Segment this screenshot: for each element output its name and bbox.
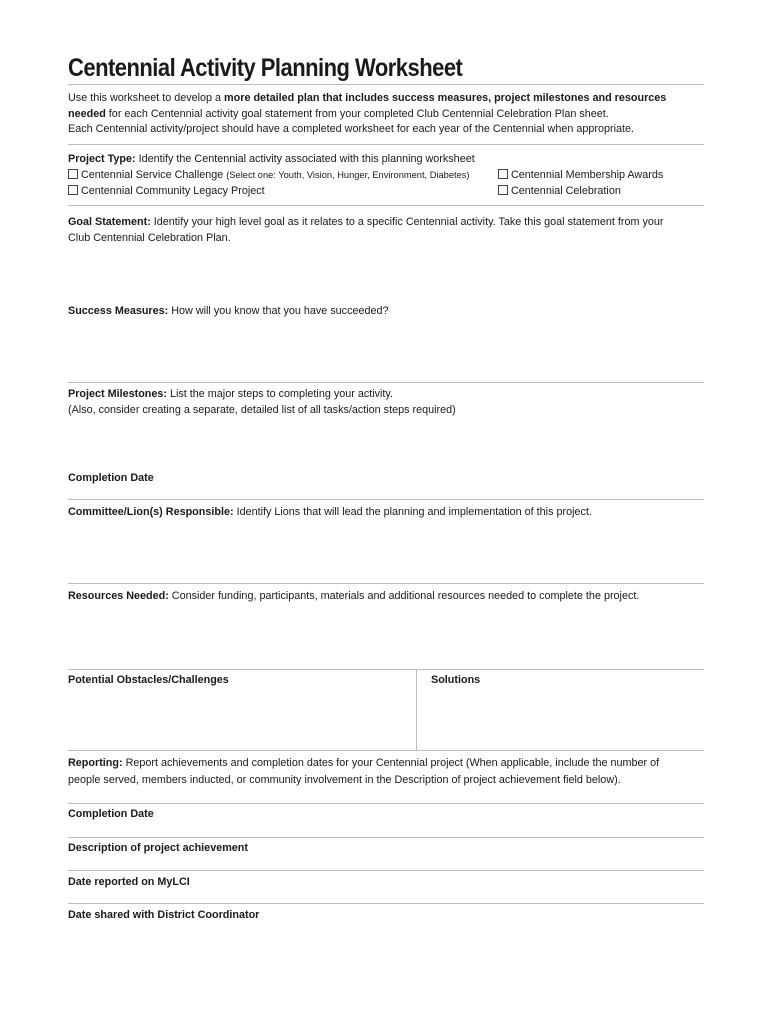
milestones-line-1 xyxy=(68,387,393,403)
goal-text: Identify your high level goal as it relates to a specific Centennial activity. Take this goal statement from your xyxy=(150,216,664,228)
option-service-challenge xyxy=(68,168,470,184)
goal-line-2: Club Centennial Celebration Plan. xyxy=(68,232,231,244)
completion-date-label: Completion Date xyxy=(68,472,154,484)
reporting-line-1 xyxy=(68,756,659,772)
divider xyxy=(68,583,704,584)
date-mylci-label: Date reported on MyLCI xyxy=(68,876,190,888)
intro-text: for each Centennial activity goal statement from your completed Club Centennial Celebration Plan sheet. xyxy=(105,108,609,120)
completion-date-label: Completion Date xyxy=(68,808,154,820)
intro-line-3: Each Centennial activity/project should have a completed worksheet for each year of the Centennial when appropriate. xyxy=(68,123,634,135)
intro-bold-text: more detailed plan that includes success measures, project milestones and resources xyxy=(224,92,667,104)
milestones-text: List the major steps to completing your activity. xyxy=(167,388,394,400)
checkbox-legacy-project[interactable] xyxy=(68,185,78,195)
option-membership-awards xyxy=(498,168,663,184)
option-label: Centennial Celebration xyxy=(511,185,621,197)
option-legacy-project xyxy=(68,184,265,200)
option-celebration xyxy=(498,184,621,200)
divider xyxy=(68,837,704,838)
date-district-label: Date shared with District Coordinator xyxy=(68,909,260,921)
milestones-line-2: (Also, consider creating a separate, detailed list of all tasks/action steps required) xyxy=(68,404,456,416)
reporting-text: Report achievements and completion dates for your Centennial project (When applicable, include the number of xyxy=(122,757,660,769)
intro-text: Use this worksheet to develop a xyxy=(68,92,225,104)
success-measures xyxy=(68,304,389,320)
option-note: (Select one: Youth, Vision, Hunger, Environment, Diabetes) xyxy=(226,170,470,180)
milestones-label: Project Milestones: xyxy=(68,388,167,400)
divider xyxy=(68,669,704,670)
option-label: Centennial Membership Awards xyxy=(511,169,664,181)
solutions-label: Solutions xyxy=(431,674,481,686)
divider xyxy=(68,750,704,751)
checkbox-celebration[interactable] xyxy=(498,185,508,195)
success-label: Success Measures: xyxy=(68,305,169,317)
column-divider xyxy=(416,669,417,750)
divider xyxy=(68,144,704,145)
project-type-heading xyxy=(68,152,475,168)
obstacles-label: Potential Obstacles/Challenges xyxy=(68,674,229,686)
divider xyxy=(68,382,704,383)
success-text: How will you know that you have succeeded? xyxy=(168,305,389,317)
divider xyxy=(68,870,704,871)
divider xyxy=(68,903,704,904)
resources-needed xyxy=(68,589,639,605)
reporting-label: Reporting: xyxy=(68,757,123,769)
resources-label: Resources Needed: xyxy=(68,590,169,602)
committee-label: Committee/Lion(s) Responsible: xyxy=(68,506,234,518)
divider xyxy=(68,803,704,804)
divider xyxy=(68,205,704,206)
intro-bold-text: needed xyxy=(68,108,106,120)
goal-line-1 xyxy=(68,215,664,231)
page-title: Centennial Activity Planning Worksheet xyxy=(68,54,463,82)
option-label: Centennial Service Challenge xyxy=(81,169,227,181)
description-label: Description of project achievement xyxy=(68,842,248,854)
resources-text: Consider funding, participants, materials and additional resources needed to complete the project. xyxy=(168,590,640,602)
option-label: Centennial Community Legacy Project xyxy=(81,185,265,197)
goal-label: Goal Statement: xyxy=(68,216,151,228)
intro-line-1 xyxy=(68,91,666,107)
project-type-label: Project Type: xyxy=(68,153,136,165)
divider xyxy=(68,499,704,500)
divider xyxy=(68,84,704,85)
checkbox-service-challenge[interactable] xyxy=(68,169,78,179)
committee-responsible xyxy=(68,505,592,521)
checkbox-membership-awards[interactable] xyxy=(498,169,508,179)
project-type-text: Identify the Centennial activity associated with this planning worksheet xyxy=(135,153,475,165)
committee-text: Identify Lions that will lead the planning and implementation of this project. xyxy=(233,506,592,518)
reporting-line-2: people served, members inducted, or community involvement in the Description of project achievement field below). xyxy=(68,774,621,786)
intro-line-2 xyxy=(68,107,609,123)
